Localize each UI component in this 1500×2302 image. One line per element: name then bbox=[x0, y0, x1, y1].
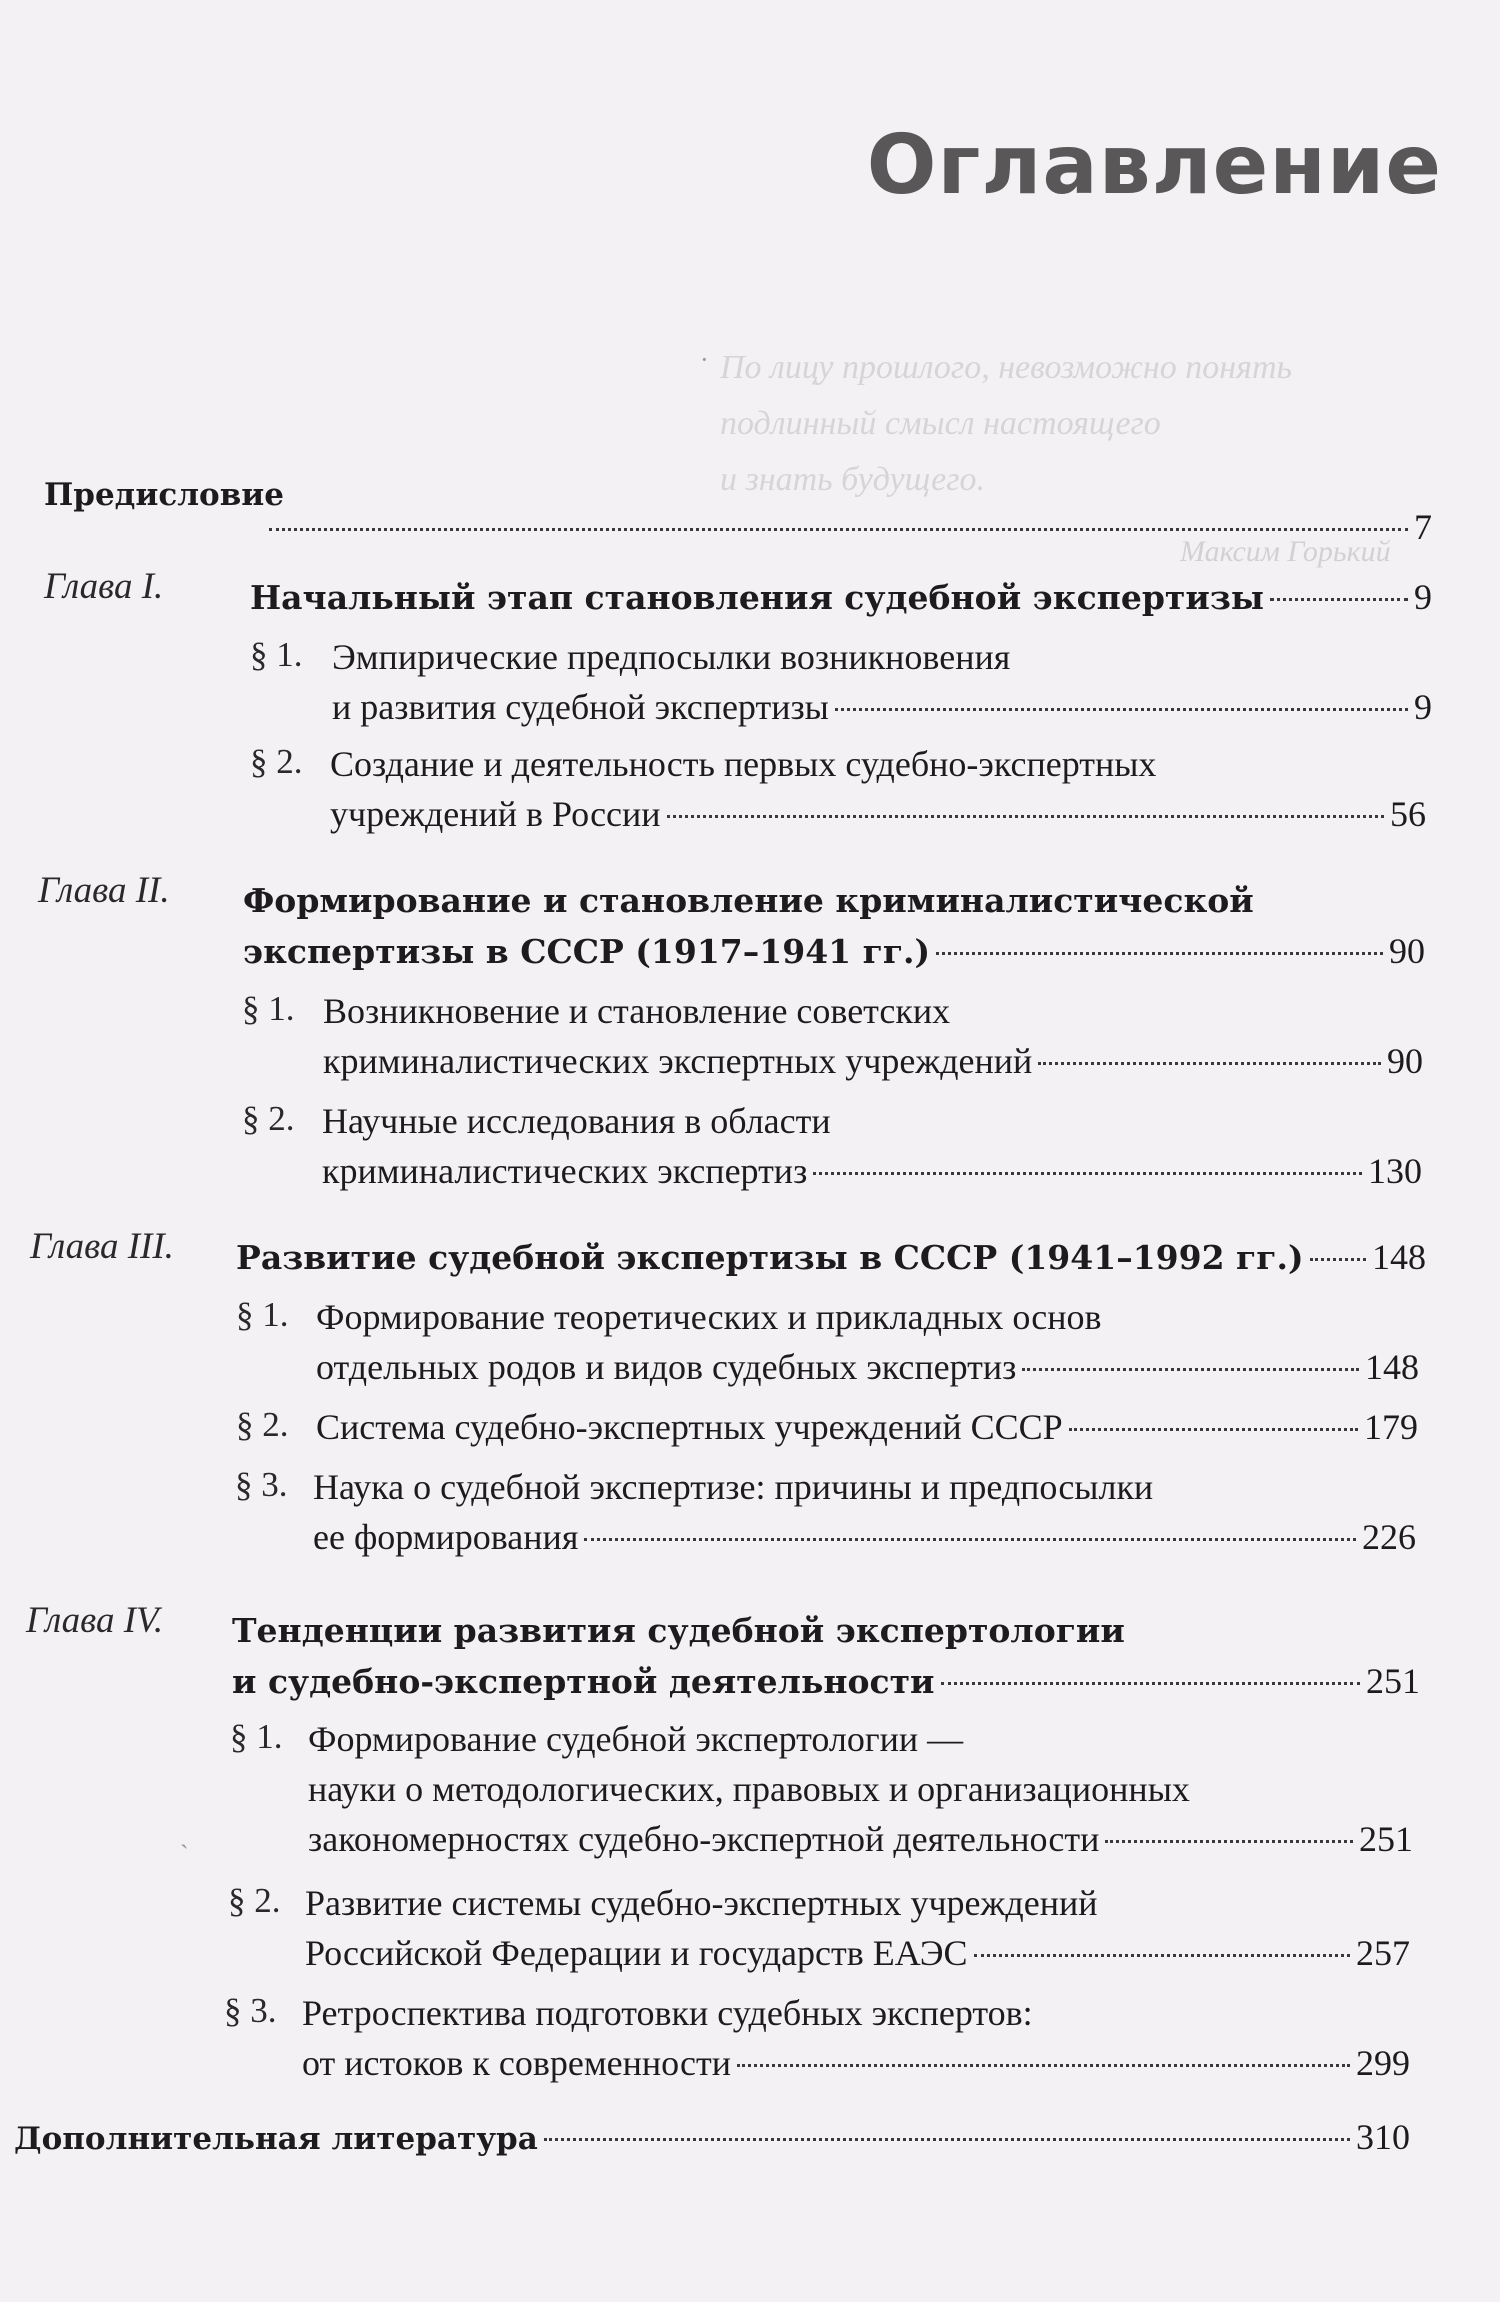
section-title-line: Создание и деятельность первых судебно-экспертных bbox=[330, 744, 1157, 784]
section-title-line: Формирование теоретических и прикладных основ bbox=[316, 1297, 1102, 1337]
page-number: 179 bbox=[1364, 1407, 1418, 1447]
chapter-title: Начальный этап становления судебной экспертизы bbox=[250, 578, 1264, 617]
chapter-label: Глава IV. bbox=[26, 1600, 164, 1641]
section-title-line: Ретроспектива подготовки судебных экспертов: bbox=[302, 1993, 1033, 2033]
section-number: § 2. bbox=[236, 1405, 289, 1444]
epigraph-line: По лицу прошлого, невозможно понять bbox=[720, 349, 1292, 386]
section-title-line: криминалистических экспертных учреждений bbox=[323, 1041, 1033, 1081]
chapter-title-line: Тенденции развития судебной экспертологии bbox=[232, 1611, 1125, 1650]
section-title-line: закономерностях судебно-экспертной деятельности bbox=[308, 1819, 1100, 1859]
toc-entry-section[interactable] bbox=[316, 1402, 1418, 1452]
section-title-line: Возникновение и становление советских bbox=[323, 991, 951, 1031]
page-number: 9 bbox=[1414, 687, 1432, 727]
page-number: 7 bbox=[1414, 507, 1432, 547]
section-title-line: ее формирования bbox=[313, 1517, 579, 1557]
chapter-label: Глава III. bbox=[30, 1226, 174, 1267]
toc-entry-section[interactable] bbox=[323, 986, 1423, 1086]
toc-entry-section[interactable] bbox=[313, 1462, 1416, 1562]
chapter-label: Глава I. bbox=[44, 566, 164, 607]
page-number: 226 bbox=[1362, 1517, 1416, 1557]
toc-entry-section[interactable] bbox=[316, 1292, 1419, 1392]
page-number: 56 bbox=[1390, 794, 1426, 834]
page-number: 299 bbox=[1356, 2043, 1410, 2083]
dot-leader bbox=[936, 951, 1383, 955]
section-number: § 1. bbox=[230, 1717, 283, 1756]
toc-entry-bibliography[interactable] bbox=[14, 2112, 1410, 2164]
chapter-title-line: и судебно-экспертной деятельности bbox=[232, 1662, 935, 1701]
dot-leader bbox=[835, 707, 1408, 711]
section-title-line: Научные исследования в области bbox=[322, 1101, 831, 1141]
chapter-title-line: экспертизы в СССР (1917–1941 гг.) bbox=[243, 932, 931, 971]
dot-leader bbox=[1270, 597, 1408, 601]
page-number: 257 bbox=[1356, 1933, 1410, 1973]
dot-leader bbox=[269, 527, 1408, 531]
entry-title: Дополнительная литература bbox=[14, 2121, 538, 2157]
section-title-line: Эмпирические предпосылки возникновения bbox=[332, 637, 1011, 677]
section-number: § 3. bbox=[235, 1465, 288, 1504]
toc-entry-section[interactable] bbox=[305, 1878, 1410, 1978]
toc-entry-preface[interactable] bbox=[44, 470, 1432, 552]
section-title-line: от истоков к современности bbox=[302, 2043, 732, 2083]
toc-entry-section[interactable] bbox=[302, 1988, 1410, 2088]
dot-leader bbox=[737, 2063, 1350, 2067]
dot-leader bbox=[1022, 1367, 1359, 1371]
page-number: 251 bbox=[1366, 1661, 1420, 1701]
toc-entry-chapter-1[interactable] bbox=[250, 572, 1432, 623]
page-number: 9 bbox=[1414, 577, 1432, 617]
chapter-label: Глава II. bbox=[38, 870, 170, 911]
section-title-line: науки о методологических, правовых и организационных bbox=[308, 1769, 1190, 1809]
dot-leader bbox=[544, 2137, 1350, 2141]
section-number: § 2. bbox=[228, 1881, 281, 1920]
section-number: § 1. bbox=[242, 989, 295, 1028]
dot-leader bbox=[1105, 1839, 1353, 1843]
section-number: § 2. bbox=[250, 742, 303, 781]
page-number: 148 bbox=[1372, 1237, 1426, 1277]
toc-entry-section[interactable] bbox=[322, 1096, 1422, 1196]
toc-entry-chapter-3[interactable] bbox=[236, 1232, 1426, 1283]
dot-leader bbox=[813, 1171, 1362, 1175]
dot-leader bbox=[667, 814, 1384, 818]
section-number: § 1. bbox=[236, 1295, 289, 1334]
section-number: § 1. bbox=[250, 635, 303, 674]
dot-leader bbox=[584, 1537, 1356, 1541]
paper-mark: ˎ bbox=[180, 1820, 189, 1849]
dot-leader bbox=[1038, 1061, 1381, 1065]
entry-title: Предисловие bbox=[44, 477, 284, 513]
page-number: 90 bbox=[1389, 931, 1425, 971]
page-number: 310 bbox=[1356, 2117, 1410, 2157]
section-number: § 3. bbox=[224, 1991, 277, 2030]
toc-entry-section[interactable] bbox=[308, 1714, 1413, 1864]
section-title-line: Формирование судебной экспертологии — bbox=[308, 1719, 964, 1759]
section-title-line: и развития судебной экспертизы bbox=[332, 687, 829, 727]
chapter-title: Развитие судебной экспертизы в СССР (1941–1992 гг.) bbox=[236, 1238, 1304, 1277]
dot-leader bbox=[1310, 1257, 1366, 1261]
toc-entry-chapter-2[interactable] bbox=[243, 876, 1425, 977]
section-number: § 2. bbox=[242, 1099, 295, 1138]
epigraph-line: подлинный смысл настоящего bbox=[720, 405, 1161, 442]
section-title-line: Система судебно-экспертных учреждений СССР bbox=[316, 1407, 1063, 1447]
page-number: 90 bbox=[1387, 1041, 1423, 1081]
section-title-line: криминалистических экспертиз bbox=[322, 1151, 808, 1191]
section-title-line: отдельных родов и видов судебных экспертиз bbox=[316, 1347, 1017, 1387]
epigraph-author: Максим Горький bbox=[1180, 535, 1391, 568]
toc-entry-section[interactable] bbox=[332, 632, 1432, 732]
toc-entry-chapter-4[interactable] bbox=[232, 1606, 1420, 1707]
page-title: Оглавление bbox=[866, 118, 1442, 213]
dot-leader bbox=[974, 1953, 1350, 1957]
page-number: 130 bbox=[1368, 1151, 1422, 1191]
page-number: 251 bbox=[1359, 1819, 1413, 1859]
dot-leader bbox=[941, 1681, 1360, 1685]
paper-mark: · bbox=[700, 345, 709, 374]
section-title-line: Развитие системы судебно-экспертных учреждений bbox=[305, 1883, 1098, 1923]
dot-leader bbox=[1069, 1427, 1358, 1431]
chapter-title-line: Формирование и становление криминалистической bbox=[243, 881, 1254, 920]
epigraph-line: и знать будущего. bbox=[720, 461, 986, 498]
section-title-line: учреждений в России bbox=[330, 794, 661, 834]
toc-entry-section[interactable] bbox=[330, 739, 1426, 839]
page-number: 148 bbox=[1365, 1347, 1419, 1387]
section-title-line: Российской Федерации и государств ЕАЭС bbox=[305, 1933, 968, 1973]
section-title-line: Наука о судебной экспертизе: причины и предпосылки bbox=[313, 1467, 1154, 1507]
